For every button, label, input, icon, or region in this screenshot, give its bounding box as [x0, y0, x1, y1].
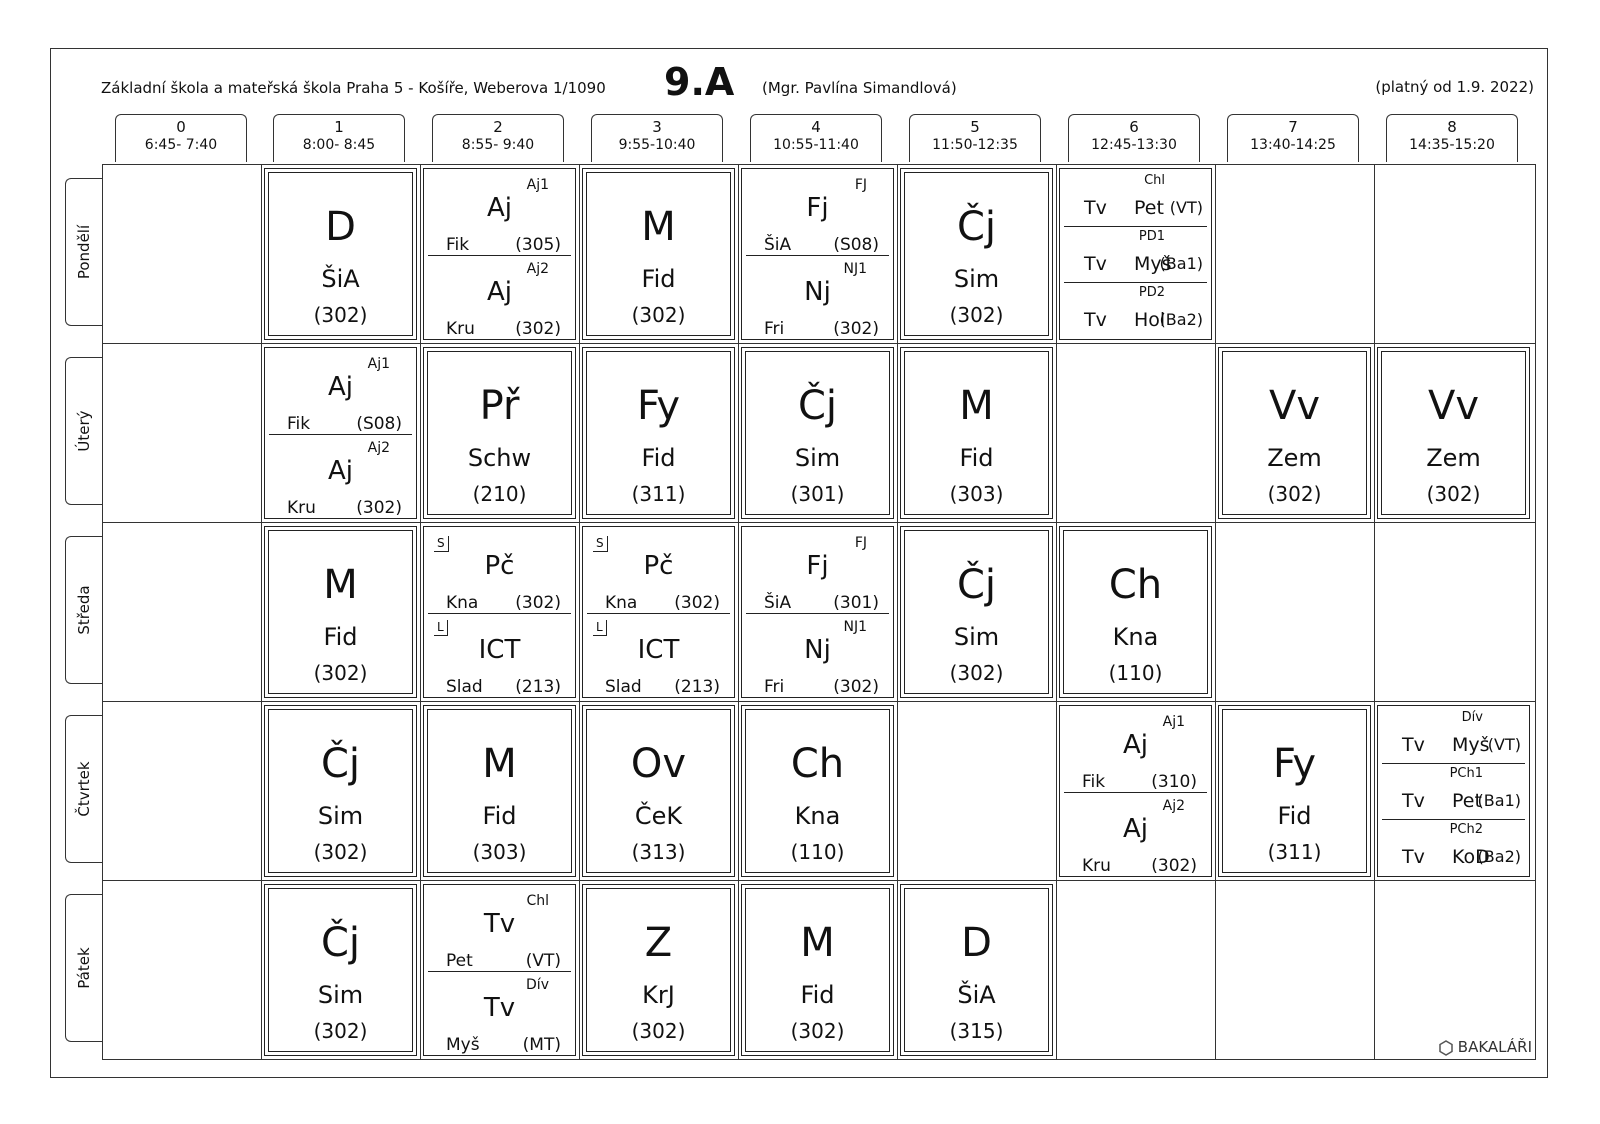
lesson-group[interactable]	[1064, 794, 1207, 878]
lesson-tue-5[interactable]	[900, 347, 1053, 519]
lesson-room: (301)	[833, 593, 879, 613]
period-tab-8	[1386, 114, 1518, 162]
lesson-teacher: Fid	[323, 623, 358, 651]
lesson-subject: Tv	[1402, 734, 1425, 756]
lesson-subject: Tv	[1402, 790, 1425, 812]
lesson-room: (110)	[790, 840, 845, 864]
group-label: FJ	[854, 535, 867, 551]
lesson-tue-1[interactable]	[264, 347, 417, 519]
lesson-room: (VT)	[1487, 735, 1521, 754]
lesson-room: (302)	[515, 593, 561, 613]
lesson-subject: Tv	[1084, 309, 1107, 331]
group-label: PD2	[1138, 285, 1165, 300]
lesson-tue-8[interactable]	[1377, 347, 1530, 519]
grid-line	[103, 343, 1535, 344]
lesson-subject: Aj	[486, 193, 512, 223]
lesson-room: (302)	[674, 593, 720, 613]
period-number: 2	[493, 118, 503, 136]
group-label: NJ1	[843, 619, 867, 635]
bakalari-logo-icon	[1438, 1040, 1454, 1056]
lesson-mon-2[interactable]	[423, 168, 576, 340]
lesson-teacher: Kru	[446, 319, 475, 339]
lesson-group[interactable]	[428, 257, 571, 341]
lesson-group[interactable]	[1382, 708, 1525, 764]
lesson-fri-2[interactable]	[423, 884, 576, 1056]
lesson-teacher: Myš	[1452, 734, 1490, 756]
lesson-teacher: Pet	[446, 951, 473, 971]
lesson-room: (Ba1)	[1159, 254, 1203, 273]
lesson-teacher: Fik	[287, 414, 311, 434]
period-number: 3	[652, 118, 662, 136]
lesson-room: (313)	[631, 840, 686, 864]
lesson-tue-7[interactable]	[1218, 347, 1371, 519]
group-label: NJ1	[843, 261, 867, 277]
lesson-tue-2[interactable]	[423, 347, 576, 519]
lesson-subject: Aj	[327, 372, 353, 402]
lesson-teacher: Fid	[1277, 802, 1312, 830]
period-number: 0	[176, 118, 186, 136]
class-name: 9.A	[664, 60, 735, 104]
lesson-room: (302)	[313, 840, 368, 864]
lesson-room: (302)	[833, 319, 879, 339]
lesson-room: (302)	[631, 303, 686, 327]
lesson-subject: Fj	[806, 193, 829, 223]
grid-line	[1215, 165, 1216, 1059]
group-label: Chl	[526, 893, 549, 909]
lesson-thu-4[interactable]	[741, 705, 894, 877]
lesson-room: (210)	[472, 482, 527, 506]
lesson-room: (MT)	[522, 1035, 561, 1055]
lesson-teacher: Slad	[605, 677, 642, 697]
lesson-group[interactable]	[1064, 227, 1207, 283]
lesson-subject: Vv	[1268, 383, 1321, 429]
grid-line	[103, 880, 1535, 881]
lesson-teacher: Zem	[1267, 444, 1322, 472]
lesson-room: (302)	[1267, 482, 1322, 506]
lesson-subject: M	[323, 562, 358, 608]
period-time: 10:55-11:40	[773, 137, 859, 153]
group-label: Chl	[1144, 173, 1165, 188]
lesson-room: (311)	[631, 482, 686, 506]
lesson-teacher: Kna	[605, 593, 638, 613]
logo-text: BAKALÁŘI	[1457, 1038, 1532, 1056]
lesson-teacher: Fid	[641, 444, 676, 472]
lesson-wed-6[interactable]	[1059, 526, 1212, 698]
lesson-group[interactable]	[587, 615, 730, 699]
grid-line	[738, 165, 739, 1059]
lesson-teacher: Slad	[446, 677, 483, 697]
day-tab-thu	[65, 715, 102, 863]
group-label: Aj1	[367, 356, 390, 372]
lesson-subject: Tv	[483, 993, 516, 1023]
lesson-teacher: Kna	[1112, 623, 1159, 651]
lesson-teacher: Fid	[641, 265, 676, 293]
lesson-room: (305)	[515, 235, 561, 255]
lesson-teacher: ČeK	[634, 802, 683, 830]
school-name: Základní škola a mateřská škola Praha 5 - Košíře, Weberova 1/1090	[101, 79, 606, 97]
group-label: PD1	[1138, 229, 1165, 244]
group-label: Aj1	[526, 177, 549, 193]
lesson-subject: Pč	[643, 551, 674, 581]
lesson-room: (315)	[949, 1019, 1004, 1043]
lesson-wed-4[interactable]	[741, 526, 894, 698]
lesson-subject: M	[641, 204, 676, 250]
lesson-group[interactable]	[428, 173, 571, 256]
grid-line	[103, 522, 1535, 523]
lesson-teacher: Fik	[1082, 772, 1106, 792]
lesson-wed-3[interactable]	[582, 526, 735, 698]
lesson-room: (302)	[356, 498, 402, 518]
lesson-subject: Aj	[1122, 730, 1148, 760]
lesson-fri-1[interactable]	[264, 884, 417, 1056]
lesson-tue-4[interactable]	[741, 347, 894, 519]
lesson-subject: Čj	[956, 562, 997, 608]
period-number: 4	[811, 118, 821, 136]
lesson-room: (302)	[313, 661, 368, 685]
lesson-group[interactable]	[428, 973, 571, 1057]
lesson-teacher: ŠiA	[764, 593, 792, 613]
grid-line	[103, 701, 1535, 702]
lesson-group[interactable]	[1064, 710, 1207, 793]
lesson-subject: D	[325, 204, 356, 250]
lesson-teacher: Kna	[794, 802, 841, 830]
lesson-teacher: Fri	[764, 677, 785, 697]
lesson-room: (303)	[472, 840, 527, 864]
lesson-tue-3[interactable]	[582, 347, 735, 519]
lesson-room: (303)	[949, 482, 1004, 506]
group-label: Aj2	[1162, 798, 1185, 814]
lesson-group[interactable]	[746, 615, 889, 699]
lesson-subject: Fy	[1272, 741, 1316, 787]
lesson-group[interactable]	[428, 531, 571, 614]
lesson-room: (Ba1)	[1477, 791, 1521, 810]
lesson-teacher: Fik	[446, 235, 470, 255]
lesson-room: (302)	[833, 677, 879, 697]
period-number: 8	[1447, 118, 1457, 136]
lesson-room: (S08)	[356, 414, 402, 434]
lesson-teacher: Zem	[1426, 444, 1481, 472]
lesson-subject: Tv	[1402, 846, 1425, 868]
period-number: 5	[970, 118, 980, 136]
lesson-group[interactable]	[746, 173, 889, 256]
lesson-subject: Pč	[484, 551, 515, 581]
week-label: L	[434, 620, 448, 636]
group-label: Aj2	[367, 440, 390, 456]
lesson-teacher: Pet	[1452, 790, 1482, 812]
lesson-mon-5[interactable]	[900, 168, 1053, 340]
day-label: Pátek	[75, 947, 93, 989]
lesson-group[interactable]	[746, 257, 889, 341]
lesson-subject: Aj	[1122, 814, 1148, 844]
lesson-thu-1[interactable]	[264, 705, 417, 877]
period-time: 14:35-15:20	[1409, 137, 1495, 153]
lesson-teacher: Hol	[1134, 309, 1166, 331]
lesson-subject: Čj	[956, 204, 997, 250]
period-tab-2	[432, 114, 564, 162]
period-tab-7	[1227, 114, 1359, 162]
period-time: 8:00- 8:45	[302, 137, 376, 153]
timetable-grid	[102, 164, 1536, 1060]
lesson-mon-1[interactable]	[264, 168, 417, 340]
lesson-subject: Tv	[1084, 197, 1107, 219]
lesson-subject: Čj	[797, 383, 838, 429]
lesson-subject: ICT	[637, 635, 680, 665]
lesson-room: (302)	[1426, 482, 1481, 506]
lesson-teacher: KrJ	[642, 981, 675, 1009]
lesson-subject: Ov	[630, 741, 687, 787]
day-tab-mon	[65, 178, 102, 326]
day-label: Úterý	[75, 410, 93, 452]
period-time: 11:50-12:35	[932, 137, 1018, 153]
lesson-teacher: Sim	[317, 981, 364, 1009]
lesson-subject: Fj	[806, 551, 829, 581]
lesson-subject: Fy	[636, 383, 680, 429]
grid-line	[420, 165, 421, 1059]
period-time: 12:45-13:30	[1091, 137, 1177, 153]
week-label: S	[434, 536, 449, 552]
lesson-mon-4[interactable]	[741, 168, 894, 340]
lesson-room: (311)	[1267, 840, 1322, 864]
lesson-room: (110)	[1108, 661, 1163, 685]
lesson-subject: Tv	[483, 909, 516, 939]
week-label: L	[593, 620, 607, 636]
grid-line	[579, 165, 580, 1059]
lesson-room: (VT)	[1169, 198, 1203, 217]
period-time: 9:55-10:40	[618, 137, 696, 153]
lesson-room: (302)	[1151, 856, 1197, 876]
lesson-group[interactable]	[1064, 171, 1207, 227]
period-tab-1	[273, 114, 405, 162]
lesson-subject: Čj	[320, 920, 361, 966]
lesson-teacher: Pet	[1134, 197, 1164, 219]
lesson-group[interactable]	[587, 531, 730, 614]
lesson-subject: Z	[644, 920, 673, 966]
period-time: 8:55- 9:40	[461, 137, 535, 153]
group-label: FJ	[854, 177, 867, 193]
lesson-teacher: Kru	[1082, 856, 1111, 876]
lesson-group[interactable]	[746, 531, 889, 614]
lesson-room: (302)	[949, 661, 1004, 685]
lesson-group[interactable]	[269, 436, 412, 520]
period-tab-3	[591, 114, 723, 162]
lesson-room: (213)	[674, 677, 720, 697]
period-number: 6	[1129, 118, 1139, 136]
day-label: Středa	[75, 585, 93, 635]
lesson-fri-5[interactable]	[900, 884, 1053, 1056]
lesson-wed-5[interactable]	[900, 526, 1053, 698]
group-label: Aj2	[526, 261, 549, 277]
group-label: Dív	[1461, 710, 1483, 725]
lesson-group[interactable]	[1064, 283, 1207, 339]
lesson-subject: Ch	[790, 741, 845, 787]
lesson-group[interactable]	[269, 352, 412, 435]
lesson-teacher: KoD	[1452, 846, 1490, 868]
lesson-teacher: Sim	[953, 623, 1000, 651]
group-label: Dív	[526, 977, 549, 993]
lesson-mon-3[interactable]	[582, 168, 735, 340]
lesson-teacher: Kna	[446, 593, 479, 613]
lesson-room: (310)	[1151, 772, 1197, 792]
lesson-subject: M	[482, 741, 517, 787]
lesson-room: (VT)	[525, 951, 561, 971]
grid-line	[1374, 165, 1375, 1059]
lesson-thu-8[interactable]	[1377, 705, 1530, 877]
lesson-teacher: Myš	[1134, 253, 1172, 275]
lesson-room: (213)	[515, 677, 561, 697]
period-number: 7	[1288, 118, 1298, 136]
lesson-group[interactable]	[1382, 820, 1525, 876]
week-label: S	[593, 536, 608, 552]
lesson-subject: Tv	[1084, 253, 1107, 275]
lesson-subject: ICT	[478, 635, 521, 665]
lesson-subject: Ch	[1108, 562, 1163, 608]
lesson-room: (S08)	[833, 235, 879, 255]
lesson-subject: Nj	[804, 635, 831, 665]
lesson-subject: M	[800, 920, 835, 966]
lesson-subject: Aj	[327, 456, 353, 486]
lesson-subject: M	[959, 383, 994, 429]
lesson-room: (302)	[790, 1019, 845, 1043]
lesson-room: (302)	[949, 303, 1004, 327]
lesson-thu-7[interactable]	[1218, 705, 1371, 877]
period-tab-6	[1068, 114, 1200, 162]
lesson-room: (Ba2)	[1159, 310, 1203, 329]
lesson-teacher: ŠiA	[764, 235, 792, 255]
lesson-subject: Aj	[486, 277, 512, 307]
grid-line	[1056, 165, 1057, 1059]
period-time: 13:40-14:25	[1250, 137, 1336, 153]
lesson-group[interactable]	[428, 889, 571, 972]
grid-line	[261, 165, 262, 1059]
group-label: PCh2	[1449, 822, 1483, 837]
valid-from: (platný od 1.9. 2022)	[1375, 78, 1534, 96]
lesson-subject: D	[961, 920, 992, 966]
group-label: Aj1	[1162, 714, 1185, 730]
lesson-thu-3[interactable]	[582, 705, 735, 877]
period-tab-0	[115, 114, 247, 162]
lesson-teacher: ŠiA	[321, 265, 360, 293]
lesson-room: (302)	[313, 303, 368, 327]
period-tab-4	[750, 114, 882, 162]
lesson-group[interactable]	[1382, 764, 1525, 820]
lesson-wed-1[interactable]	[264, 526, 417, 698]
bakalari-logo	[1438, 1038, 1532, 1056]
class-teacher: (Mgr. Pavlína Simandlová)	[762, 79, 957, 97]
lesson-teacher: Fid	[482, 802, 517, 830]
day-label: Čtvrtek	[75, 761, 93, 817]
lesson-wed-2[interactable]	[423, 526, 576, 698]
lesson-teacher: Sim	[953, 265, 1000, 293]
lesson-thu-6[interactable]	[1059, 705, 1212, 877]
lesson-room: (302)	[313, 1019, 368, 1043]
lesson-subject: Čj	[320, 741, 361, 787]
day-tab-tue	[65, 357, 102, 505]
lesson-room: (301)	[790, 482, 845, 506]
lesson-subject: Nj	[804, 277, 831, 307]
lesson-teacher: Schw	[467, 444, 532, 472]
lesson-group[interactable]	[428, 615, 571, 699]
lesson-fri-4[interactable]	[741, 884, 894, 1056]
day-tab-wed	[65, 536, 102, 684]
lesson-mon-6[interactable]	[1059, 168, 1212, 340]
lesson-teacher: Fid	[959, 444, 994, 472]
period-tab-5	[909, 114, 1041, 162]
day-label: Pondělí	[75, 224, 93, 280]
period-number: 1	[334, 118, 344, 136]
day-tab-fri	[65, 894, 102, 1042]
lesson-teacher: Kru	[287, 498, 316, 518]
lesson-fri-3[interactable]	[582, 884, 735, 1056]
lesson-teacher: Fri	[764, 319, 785, 339]
lesson-teacher: Myš	[446, 1035, 480, 1055]
group-label: PCh1	[1449, 766, 1483, 781]
lesson-thu-2[interactable]	[423, 705, 576, 877]
lesson-room: (302)	[515, 319, 561, 339]
lesson-subject: Př	[479, 383, 520, 429]
lesson-room: (Ba2)	[1477, 847, 1521, 866]
lesson-teacher: Fid	[800, 981, 835, 1009]
grid-line	[897, 165, 898, 1059]
lesson-room: (302)	[631, 1019, 686, 1043]
lesson-teacher: Sim	[317, 802, 364, 830]
lesson-subject: Vv	[1427, 383, 1480, 429]
period-time: 6:45- 7:40	[144, 137, 218, 153]
lesson-teacher: ŠiA	[957, 981, 996, 1009]
lesson-teacher: Sim	[794, 444, 841, 472]
